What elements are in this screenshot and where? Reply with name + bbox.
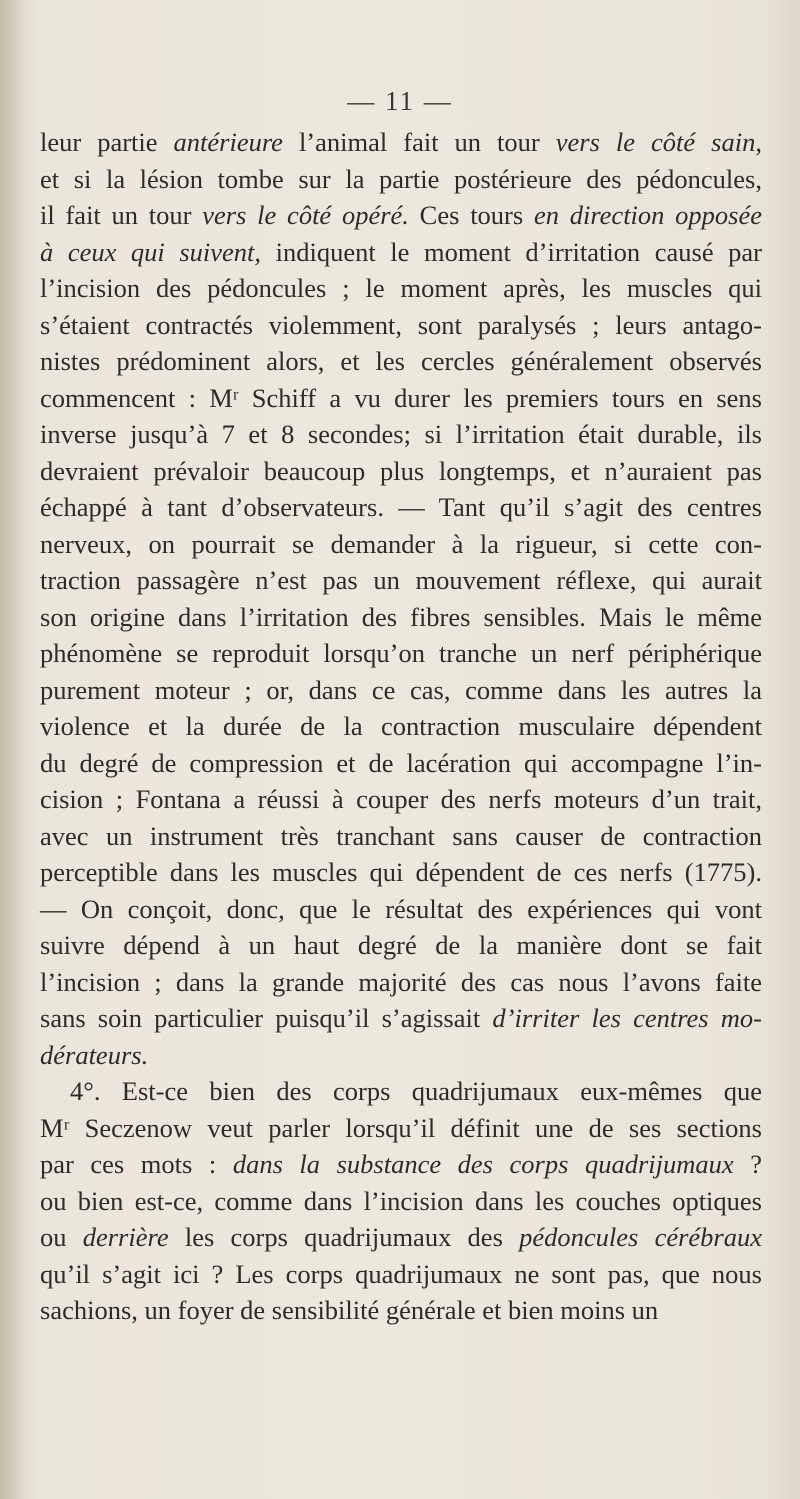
text-run: indiquent le moment d’irritation causé par	[261, 236, 763, 267]
text-line	[40, 124, 762, 161]
text-line	[40, 745, 762, 782]
text-line	[40, 781, 762, 818]
text-run: l’incision des pédoncules ; le moment après, les muscles qui	[40, 273, 762, 303]
text-line	[40, 1000, 762, 1037]
text-run: inverse jusqu’à 7 et 8 secondes; si l’irritation était durable, ils	[40, 419, 762, 449]
text-line	[40, 380, 762, 417]
text-line	[40, 1183, 762, 1220]
text-line	[40, 672, 762, 709]
text-line	[40, 1110, 762, 1147]
text-run: traction passagère n’est pas un mouvement réflexe, qui aurait	[40, 565, 762, 595]
text-run: Ces tours	[408, 200, 534, 230]
text-run: ou bien est-ce, comme dans l’incision dans les couches optiques	[40, 1185, 762, 1216]
text-run: perceptible dans les muscles qui dépendent de ces nerfs (1775).	[40, 857, 762, 887]
text-run: nistes prédominent alors, et les cercles généralement observés	[40, 346, 762, 376]
text-run: devraient prévaloir beaucoup plus longtemps, et n’auraient pas	[40, 455, 762, 486]
text-line	[40, 1256, 762, 1293]
text-line	[40, 818, 762, 855]
italic-text: derrière	[82, 1222, 169, 1252]
text-run: par ces mots :	[40, 1149, 233, 1179]
text-line	[40, 526, 762, 563]
text-run: les corps quadrijumaux des	[168, 1222, 520, 1252]
text-run: cision ; Fontana a réussi à couper des nerfs moteurs d’un trait,	[40, 784, 762, 814]
text-run: qu’il s’agit ici ? Les corps quadrijumaux ne sont pas, que nous	[40, 1258, 762, 1289]
page-gutter-stain	[0, 0, 26, 1499]
text-run: ou	[40, 1222, 83, 1252]
text-line	[40, 599, 762, 636]
text-run: phénomène se reproduit lorsqu’on tranche un nerf périphérique	[40, 638, 762, 668]
text-run: 4°. Est-ce bien des corps quadrijumaux eux-mêmes que	[70, 1076, 762, 1106]
text-line	[40, 635, 762, 672]
text-run: leur partie	[40, 127, 174, 157]
text-run: purement moteur ; or, dans ce cas, comme dans les autres la	[40, 674, 762, 705]
text-line	[40, 708, 762, 745]
text-run: — On conçoit, donc, que le résultat des expériences qui vont	[40, 893, 762, 924]
text-run: commencent : Mʳ Schiff a vu durer les premiers tours en sens	[40, 382, 762, 413]
text-run: l’incision ; dans la grande majorité des cas nous l’avons faite	[40, 966, 762, 997]
italic-text: dans la substance des corps quadrijumaux	[232, 1149, 734, 1179]
text-run: sans soin particulier puisqu’il s’agissait	[40, 1003, 493, 1033]
text-line	[40, 1037, 762, 1074]
text-line	[40, 891, 762, 928]
text-run: avec un instrument très tranchant sans causer de contraction	[40, 820, 762, 851]
text-line	[40, 197, 762, 234]
text-run: s’étaient contractés violemment, sont paralysés ; leurs antago-	[40, 309, 762, 340]
text-line	[40, 964, 762, 1001]
text-line	[40, 927, 762, 964]
text-line	[40, 1073, 762, 1110]
text-line	[40, 234, 762, 271]
text-line	[40, 453, 762, 490]
italic-text: antérieure	[173, 127, 283, 157]
text-run: échappé à tant d’observateurs. — Tant qu’il s’agit des centres	[40, 492, 762, 522]
text-line	[40, 1146, 762, 1183]
text-run: Mʳ Seczenow veut parler lorsqu’il définit une de ses sections	[40, 1112, 762, 1143]
italic-text: dérateurs.	[40, 1039, 149, 1070]
text-run: il fait un tour	[40, 200, 203, 230]
page-number: — 11 —	[347, 86, 453, 116]
text-run: et si la lésion tombe sur la partie postérieure des pédoncules,	[40, 163, 762, 194]
text-line	[40, 270, 762, 307]
text-run: violence et la durée de la contraction musculaire dépendent	[40, 711, 762, 741]
text-line	[40, 854, 762, 891]
text-line	[40, 161, 762, 198]
italic-text: d’irriter les centres mo-	[492, 1003, 762, 1033]
italic-text: vers le côté opéré.	[202, 200, 409, 230]
body-text	[40, 124, 762, 1329]
italic-text: à ceux qui suivent,	[40, 236, 262, 267]
text-run: l’animal fait un tour	[282, 127, 556, 157]
text-line	[40, 307, 762, 344]
italic-text: vers le côté sain,	[555, 127, 762, 157]
text-run: son origine dans l’irritation des fibres sensibles. Mais le même	[40, 601, 762, 632]
text-line	[40, 489, 762, 526]
text-line	[40, 416, 762, 453]
text-run: suivre dépend à un haut degré de la manière dont se fait	[40, 930, 762, 960]
italic-text: pédoncules cérébraux	[519, 1222, 762, 1252]
text-line	[40, 343, 762, 380]
text-line	[40, 1292, 762, 1329]
text-run: sachions, un foyer de sensibilité générale et bien moins un	[40, 1295, 659, 1325]
text-line	[40, 562, 762, 599]
italic-text: en direction opposée	[533, 200, 763, 230]
text-run: ?	[733, 1149, 763, 1179]
text-run: nerveux, on pourrait se demander à la rigueur, si cette con-	[40, 528, 762, 559]
text-line	[40, 1219, 762, 1256]
text-run: du degré de compression et de lacération qui accompagne l’in-	[40, 747, 762, 778]
